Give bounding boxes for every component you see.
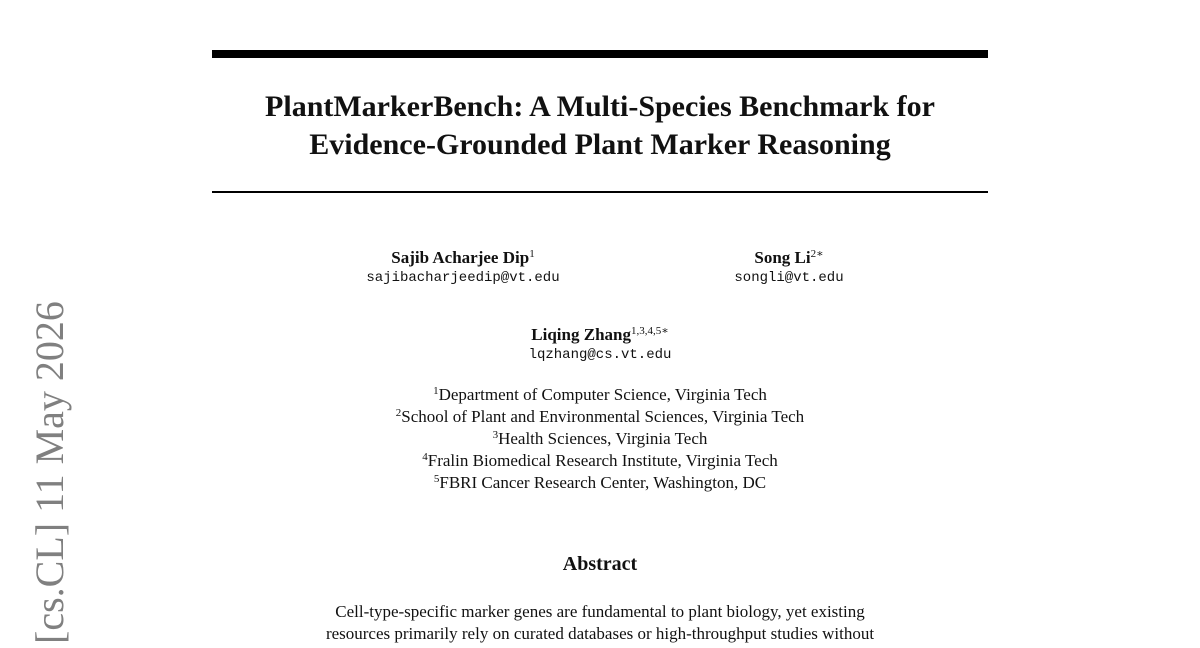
author-name: Sajib Acharjee Dip$^1$ xyxy=(391,248,535,267)
affiliation-line: $^1$Department of Computer Science, Virginia Tech xyxy=(433,385,767,404)
author-affiliation-marker: 2∗ xyxy=(810,248,824,260)
author-email: lqzhang@cs.vt.edu xyxy=(528,347,672,363)
abstract-line: resources primarily rely on curated databases or high-throughput studies without xyxy=(325,624,875,643)
paper-title xyxy=(150,88,1050,164)
abstract-line: Cell-type-specific marker genes are fundamental to plant biology, yet existing xyxy=(335,602,865,621)
title-bottom-rule xyxy=(212,191,988,193)
arxiv-sidebar-stamp: [cs.CL] 11 May 2026 xyxy=(27,301,72,644)
affiliation-line: $^2$School of Plant and Environmental Sciences, Virginia Tech xyxy=(395,407,805,426)
author-block xyxy=(689,248,889,288)
title-line-2: Evidence-Grounded Plant Marker Reasoning xyxy=(309,128,891,161)
affiliation-line: $^4$Fralin Biomedical Research Institute, Virginia Tech xyxy=(422,451,778,470)
author-affiliation-marker: 1,3,4,5∗ xyxy=(630,325,669,337)
author-block xyxy=(450,325,750,365)
author-name: Liqing Zhang$^{1,3,4,5∗}$ xyxy=(531,325,669,344)
abstract-body xyxy=(270,601,930,645)
author-email: songli@vt.edu xyxy=(734,270,844,286)
author-block xyxy=(313,248,613,288)
title-line-1: PlantMarkerBench: A Multi-Species Benchmark for xyxy=(265,90,935,123)
author-name: Song $Li^{2∗}$ xyxy=(754,248,824,267)
affiliation-line: $^3$Health Sciences, Virginia Tech xyxy=(492,429,708,448)
affiliation-line: $^5$FBRI Cancer Research Center, Washington, DC xyxy=(433,473,767,492)
author-affiliation-marker: 1 xyxy=(529,248,535,260)
title-top-rule xyxy=(212,50,988,58)
author-email: sajibacharjeedip@vt.edu xyxy=(366,270,560,286)
affiliations-list xyxy=(300,384,900,494)
abstract-heading: Abstract xyxy=(562,553,638,575)
